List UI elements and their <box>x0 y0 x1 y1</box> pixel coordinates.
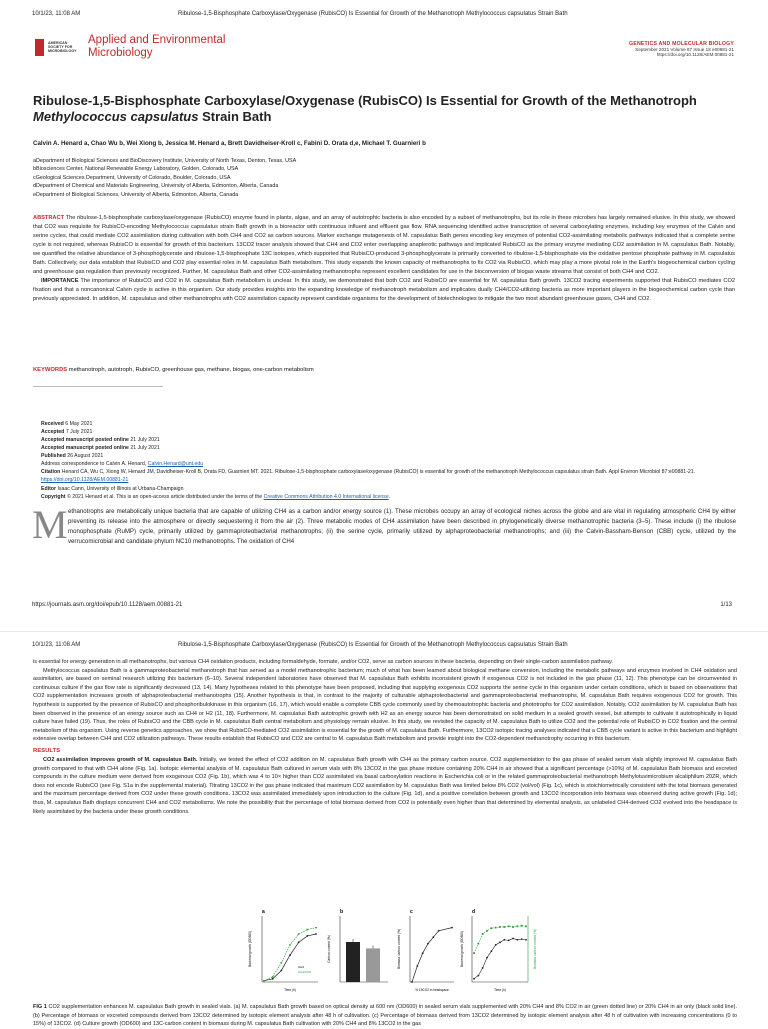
panel-a-ylabel: Bacterial growth (OD600) <box>248 931 252 967</box>
panel-c-point <box>416 965 418 967</box>
abstract <box>33 214 735 304</box>
panel-a-point <box>263 980 265 982</box>
meta-value: 21 July 2021 <box>130 437 160 444</box>
figure-1-caption <box>33 1003 737 1028</box>
journal-name-line2: Microbiology <box>88 47 153 60</box>
panel-d-label: d <box>472 909 476 915</box>
panel-d-point <box>508 925 510 927</box>
meta-accepted <box>41 428 731 436</box>
print-header-title: Ribulose-1,5-Bisphosphate Carboxylase/Oxygenase (RubisCO) Is Essential for Growth of the Methanotroph Methylococcus capsulatus Strain Bath <box>178 11 568 17</box>
panel-a-point <box>298 941 300 943</box>
affiliation-c: cGeological Sciences Department, University of Colorado, Boulder, Colorado, USA <box>33 174 231 181</box>
panel-a-label: a <box>262 909 265 915</box>
importance-text: The importance of RubisCO and CO2 in M. capsulatus Bath metabolism is unclear. In this study, we demonstrated that both CO2 and RubisCO are essential for M. capsulatus Bath growth. 13CO2 tracing experiments supported that RubisCO mediates CO2 fixation and that a noncanonical Calvin cycle is active in this organism. Our study provides insights into the expanding knowledge of methanotroph metabolism and implicates dually CH4/CO2-utilizing bacteria as more important players in the biogeochemical carbon cycle than previously appreciated. In addition, M. capsulatus and other methanotrophs with CO2 assimilation capacity represent candidate organisms for the development of biotechnologies to mitigate the two most abundant greenhouse gases, CH4 and CO2. <box>33 278 735 303</box>
issue-block <box>629 41 734 57</box>
section-label: GENETICS AND MOLECULAR BIOLOGY <box>629 41 734 47</box>
journal-name <box>88 34 225 60</box>
results-paragraph <box>33 756 737 816</box>
panel-c-ylabel: Biomass carbon content (%) <box>397 928 401 970</box>
panel-d-point <box>525 925 527 927</box>
panel-a-point <box>289 954 291 956</box>
panel-d-point <box>512 938 514 940</box>
panel-a-xlabel: Time (h) <box>284 988 296 992</box>
panel-c-point <box>432 936 434 938</box>
importance-label: IMPORTANCE <box>41 278 79 285</box>
correspondence <box>41 460 731 468</box>
footer-url: https://journals.asm.org/doi/epub/10.1128/aem.00881-21 <box>32 602 183 608</box>
paragraph-1: is essential for energy generation in all methanotrophs, but various CH4 oxidation products, including formaldehyde, formate, and/or CO2, serve as carbon sources in these bacteria, depending on their single-carbon assimilation pathway. <box>33 659 613 665</box>
title-end: Strain Bath <box>198 109 272 125</box>
panel-d-point <box>482 967 484 969</box>
title-text: Ribulose-1,5-Bisphosphate Carboxylase/Oxygenase (RubisCO) Is Essential for Growth of the Methanotroph <box>33 93 697 108</box>
paragraph-2: Methylococcus capsulatus Bath is a gammaproteobacterial methanotroph that has served as a model methanotrophic bacterium; much of what has been learned about biological methane conversion, including the metabolic pathways and enzymes involved in CH4 oxidation and assimilation, are based on seminal research utilizing this bacterium (6–10). Several independent laboratories have observed that M. capsulatus Bath exhibits inconsistent growth if exogenous CO2 is not included in the gas phase (11, 12). This phenotype can be circumvented in continuous culture if the gas flow rate is significantly decreased (13, 14). Many hypotheses related to this phenotype have been proposed, including that supplying exogenous CO2 supports the serine cycle in this organism under certain conditions, which is based on observations that CO2 supplementation increases growth of alphaproteobacterial methanotrophs (15). Another hypothesis is that, in contrast to the majority of culturable alphaproteobacterial and gammaproteobacterial methanotrophs, M. capsulatus Bath requires exogenous CO2 for growth. This hypothesis is supported by the presence of RubisCO and phosphoribulokinase in this organism (16, 17), which would enable a complete CBB cycle commonly used by chemoautotrophic bacteria and phototrophs for CO2 assimilation. Notably, CO2 assimilation by M. capsulatus Bath has been observed in the presence of an energy source such as CH4 or H2 (11, 18). Furthermore, M. capsulatus Bath autotrophic growth with H2 as an energy source has been demonstrated on solid medium in a sealed growth vessel, but attempts to cultivate it autotrophically in liquid culture have failed (19). Thus, the roles of RubisCO and the CBB cycle in M. capsulatus Bath central metabolism and physiology remain elusive. In this study, we revisited the capacity of M. capsulatus Bath to utilize CO2 and the potential role of RubisCO in CO2 fixation and the central metabolism of this organism. Using reverse genetics approaches, we show that RubisCO-mediated CO2 assimilation is essential for the growth of M. capsulatus Bath. Furthermore, 13CO2 isotopic tracing analyses indicated that a CBB cycle variant is active in this bacterium and highlight extensive overlap between CH4 and CO2 utilization pathways. These results establish that RubisCO and CO2 are central to M. capsulatus Bath metabolism and provide insight into the CO2-dependent methanotrophy occurring in this bacterium. <box>33 667 737 743</box>
meta-label: Accepted manuscript posted online <box>41 437 129 444</box>
panel-d-point <box>486 957 488 959</box>
meta-value: 7 July 2021 <box>65 429 93 436</box>
affiliations <box>33 157 733 199</box>
correspondence-email-link[interactable]: Calvin.Henard@unt.edu <box>147 461 204 468</box>
panel-d-point <box>490 927 492 929</box>
title-italic: Methylococcus capsulatus <box>33 109 199 125</box>
panel-a-point <box>315 933 317 935</box>
panel-a-point <box>289 944 291 946</box>
abstract-label: ABSTRACT <box>33 215 65 221</box>
intro-paragraph: ethanotrophs are metabolically unique bacteria that are capable of utilizing CH4 as a carbon and/or energy source (1). These microbes occupy an array of ecological niches across the globe and are vital in regulating atmospheric CH4 by either preventing its release into the atmosphere or directly sequestering it from the air (2). Three metabolic modes of CH4 assimilation have been described in phylogenetically diverse methanotrophic bacteria (3–5). These include (i) the ribulose monophosphate (RuMP) cycle, primarily utilized by gammaproteobacterial methanotrophs; (ii) the serine cycle, primarily utilized by alphaproteobacterial methanotrophs; and (iii) the Calvin-Bassham-Benson (CBB) cycle, utilized by the verrucomicrobial and candidate phylum NC10 methanotrophs. The oxidation of CH4 <box>68 508 736 545</box>
journal-logo <box>35 34 225 60</box>
copyright: Copyright © 2021 Henard et al. This is an open-access article distributed under the terms of the Creative Commons Attribution 4.0 International license. <box>41 493 391 500</box>
keywords <box>33 367 314 373</box>
panel-a-point <box>280 962 282 964</box>
dropcap-letter: M <box>32 502 68 547</box>
panel-a-point <box>280 970 282 972</box>
citation-doi-link[interactable]: https://doi.org/10.1128/AEM.00881-21 <box>41 477 129 484</box>
abstract-text: The ribulose-1,5-bisphosphate carboxylase/oxygenase (RubisCO) enzyme found in plants, algae, and an array of autotrophic bacteria is also encoded by a subset of methanotrophs, but its role in these microbes has largely remained elusive. In this study, we showed that CO2 was requisite for RubisCO-encoding Methylococcus capsulatus strain Bath growth in a bioreactor with continuous influent and effluent gas flow. RNA sequencing identified active transcription of several carboxylating enzymes, including key enzymes of the Calvin and serine cycles, that could mediate CO2 assimilation during cultivation with both CH4 and CO2 as carbon sources. Marker exchange mutagenesis of M. capsulatus Bath genes encoding key enzymes of potential CO2-assimilating metabolic pathways indicated that a complete serine cycle is not required, whereas RubisCO is essential for growth of this bacterium. 13CO2 tracer analysis showed that CH4 and CO2 enter overlapping anaplerotic pathways and implicated RubisCO as the primary enzyme mediating CO2 assimilation in M. capsulatus Bath. Notably, we quantified the relative abundance of 3-phosphoglycerate and ribulose-1,5-bisphosphate 13C isotopes, which supported that RubisCO-produced 3-phosphoglycerate is primarily converted to ribulose-1,5-bisphosphate via the oxidative pentose phosphate pathway in M. capsulatus Bath. Collectively, our data establish that RubisCO and CO2 play essential roles in M. capsulatus Bath metabolism. This study expands the known capacity of methanotrophs to fix CO2 via RubisCO, which may play a more pivotal role in the Earth's biogeochemical carbon cycling and greenhouse gas regulation than previously recognized. Further, M. capsulatus Bath and other CO2-assimilating methanotrophs represent excellent candidates for use in the bioconversion of biogas waste streams that consist of both CH4 and CO2. <box>33 215 735 276</box>
asm-logo-mark <box>35 39 44 56</box>
panel-b-ylabel: Carbon content (%) <box>327 935 331 963</box>
doi-short: https://doi.org/10.1128/AEM.00881-21 <box>656 52 734 57</box>
meta-label: Published <box>41 453 66 460</box>
panel-d-point <box>477 943 479 945</box>
panel-d-point <box>516 939 518 941</box>
meta-published <box>41 452 731 460</box>
panel-d-point <box>477 975 479 977</box>
meta-value: 6 May 2021 <box>65 421 93 427</box>
correspondence-text: Address correspondence to Calvin A. Henard, <box>41 461 148 468</box>
panel-d-point <box>503 926 505 928</box>
editor <box>41 485 731 493</box>
fig1-panel-b <box>327 909 388 982</box>
affiliation-a: aDepartment of Biological Sciences and BioDiscovery Institute, University of North Texas, Denton, Texas, USA <box>33 158 297 164</box>
panel-d-point <box>495 944 497 946</box>
panel-d-point <box>482 933 484 935</box>
panel-b-label: b <box>340 909 344 915</box>
panel-d-point <box>473 952 475 954</box>
footer-page-number: 1/13 <box>720 602 732 608</box>
panel-a-point <box>306 935 308 937</box>
print-datetime: 10/1/23, 11:08 AM <box>32 11 81 17</box>
meta-received <box>41 420 731 428</box>
panel-c-series-line <box>412 928 452 982</box>
panel-c-point <box>438 930 440 932</box>
results-text: Initially, we tested the effect of CO2 addition on M. capsulatus Bath growth with CH4 as the primary carbon source. CO2 supplementation to the gas phase of sealed serum vials slightly improved M. capsulatus Bath growth compared to that with CH4 alone (Fig. 1a). Isotopic elemental analysis of M. capsulatus Bath cultured in serum vials with 8% 13CO2 in the gas phase mixture containing 20% CH4 in air showed that a significant percentage (>10%) of M. capsulatus Bath biomass and excreted compounds in the culture medium were derived from exogenous CO2 (Fig. 1b), which was 4 to 10× higher than CO2 assimilated via basal carboxylation reactions in Escherichia coli or in the related gammaproteobacterial methanotroph Methylotuvimicrobium alcaliphilum 20ZR, which does not encode RubisCO (see Fig. S1a in the supplemental material). Titrating 13CO2 in the gas phase indicated that maximum CO2 assimilation by M. capsulatus Bath was limited below 8% CO2 (vol/vol) (Fig. 1c), which is stoichiometrically consistent with the total biomass generated and the maximum percentage derived from CO2 under these growth conditions. 13CO2 was assimilated immediately upon introduction to the culture (Fig. 1d), and a positive correlation between growth and 13CO2 incorporation into biomass was observed during active growth (Fig. 1d); thus, M. capsulatus Bath displays concurrent CH4 and CO2 metabolisms. We note the possibility that the percentage of total biomass derived from CO2 is potentially even higher than that determined by elemental analysis, as unlabeled CH4-derived CO2 evolved into the headspace is likely assimilated by the bacteria under these growth conditions. <box>33 757 737 815</box>
caption-text: CO2 supplementation enhances M. capsulatus Bath growth in sealed vials. (a) M. capsulatus Bath growth based on optical density at 600 nm (OD600) in sealed serum vials supplemented with 20% CH4 and 8% CO2 in air (green dotted line) or 20% CH4 in air only (black solid line). (b) Percentage of biomass or excreted compounds derived from 13CO2 determined by isotopic element analysis after 48 h of cultivation. (c) Percentage of biomass derived from 13CO2 determined by isotopic element analysis after 48 h of cultivation with increasing concentrations (0 to 15%) of 13CO2. (d) Culture growth (OD600) and 13C-carbon content in biomass during M. capsulatus Bath cultivation with 20% CH4 and 8% 13CO2 in the gas <box>33 1004 737 1028</box>
citation-text: Henard CA, Wu C, Xiong W, Henard JM, Davidheiser-Kroll B, Orata FD, Guarnieri MT. 2021. Ribulose-1,5-bisphosphate carboxylase/oxygenase (RubisCO) is essential for growth of the methanotroph Methylococcus capsulatus strain Bath. Appl Environ Microbiol 87:e00881-21. <box>61 469 696 476</box>
panel-a-point <box>315 927 317 929</box>
print-header-title-p2: Ribulose-1,5-Bisphosphate Carboxylase/Oxygenase (RubisCO) Is Essential for Growth of the Methanotroph Methylococcus capsulatus Strain Bath <box>178 642 568 648</box>
panel-a-point <box>272 978 274 980</box>
asm-logo-text: AMERICAN SOCIETY FOR MICROBIOLOGY <box>48 41 77 54</box>
meta-value: 26 August 2021 <box>67 453 104 460</box>
results-subhead: CO2 assimilation improves growth of M. capsulatus Bath. <box>43 757 198 764</box>
panel-c-point <box>451 927 453 929</box>
meta-label: Received <box>41 421 64 427</box>
meta-posted-2 <box>41 444 731 452</box>
license-link[interactable]: Creative Commons Attribution 4.0 International license <box>263 493 389 500</box>
panel-d-point <box>521 925 523 927</box>
meta-label: Accepted manuscript posted online <box>41 445 129 452</box>
panel-d-point <box>499 941 501 943</box>
print-datetime-p2: 10/1/23, 11:08 AM <box>32 642 81 648</box>
panel-d-point <box>490 950 492 952</box>
panel-d-point <box>516 925 518 927</box>
panel-d-point <box>508 940 510 942</box>
caption-label: FIG 1 <box>33 1004 47 1010</box>
panel-d-series-line-1 <box>474 938 526 978</box>
article-title <box>33 93 733 126</box>
copyright-text: © 2021 Henard et al. This is an open-access article distributed under the terms of the <box>66 493 264 500</box>
panel-d-point <box>473 978 475 980</box>
keywords-text: methanotroph, autotroph, RubisCO, greenhouse gas, methane, biogas, one-carbon metabolism <box>68 367 314 373</box>
affiliation-e: eDepartment of Biological Sciences, University of Alberta, Edmonton, Alberta, Canada <box>33 191 239 198</box>
panel-a-point <box>298 933 300 935</box>
editor-text: Isaac Cann, University of Illinois at Urbana-Champaign <box>57 485 184 492</box>
panel-b-bar-2 <box>366 948 380 982</box>
editor-label: Editor <box>41 485 56 492</box>
journal-name-line1: Applied and Environmental <box>88 34 226 46</box>
meta-posted-1 <box>41 436 731 444</box>
panel-d-point <box>495 927 497 929</box>
article-metadata <box>41 420 731 501</box>
results-heading: RESULTS <box>33 747 61 754</box>
panel-d-point <box>503 939 505 941</box>
panel-a-point <box>306 929 308 931</box>
panel-d-ylabel2: Biomass carbon content (%) <box>533 928 537 970</box>
fig1-panel-c <box>397 909 454 992</box>
panel-a-legend-ch4co2: CH4/CO2 <box>298 970 312 974</box>
panel-d-point <box>521 938 523 940</box>
meta-value: 21 July 2021 <box>130 445 160 452</box>
figure-1 <box>240 906 540 1002</box>
panel-d-point <box>525 939 527 941</box>
keywords-divider <box>33 386 163 387</box>
panel-d-point <box>499 926 501 928</box>
issue-info: September 2021 Volume 87 Issue 18 e00881-21 <box>635 47 734 52</box>
panel-c-point <box>411 981 413 983</box>
panel-d-ylabel: Bacterial growth (OD600) <box>460 931 464 967</box>
copyright-label: Copyright <box>41 493 66 500</box>
keywords-label: KEYWORDS <box>33 367 68 373</box>
citation-label: Citation <box>41 469 61 476</box>
panel-c-label: c <box>410 909 413 915</box>
fig1-panel-a <box>248 909 318 992</box>
page-break <box>0 631 768 632</box>
panel-d-point <box>486 930 488 932</box>
panel-d-xlabel: Time (h) <box>494 988 506 992</box>
panel-d-point <box>512 926 514 928</box>
citation <box>41 468 731 484</box>
panel-a-point <box>272 976 274 978</box>
panel-a-legend-ch4: CH4 <box>298 965 305 969</box>
fig1-panel-d <box>460 909 537 992</box>
panel-c-xlabel: % 13CO2 in headspace <box>415 988 449 992</box>
panel-c-point <box>427 943 429 945</box>
panel-b-bar-1 <box>346 942 360 982</box>
page2-body <box>33 658 737 816</box>
author-list: Calvin A. Henard a, Chao Wu b, Wei Xiong b, Jessica M. Henard a, Brett Davidheiser-Kroll c, Fabini D. Orata d,e, Michael T. Guarnieri b <box>33 140 426 147</box>
importance <box>33 277 735 304</box>
meta-label: Accepted <box>41 429 65 436</box>
panel-c-point <box>422 952 424 954</box>
affiliation-b: bBiosciences Center, National Renewable Energy Laboratory, Golden, Colorado, USA <box>33 166 239 173</box>
affiliation-d: dDepartment of Chemical and Materials Engineering, University of Alberta, Edmonton, Alberta, Canada <box>33 183 279 190</box>
